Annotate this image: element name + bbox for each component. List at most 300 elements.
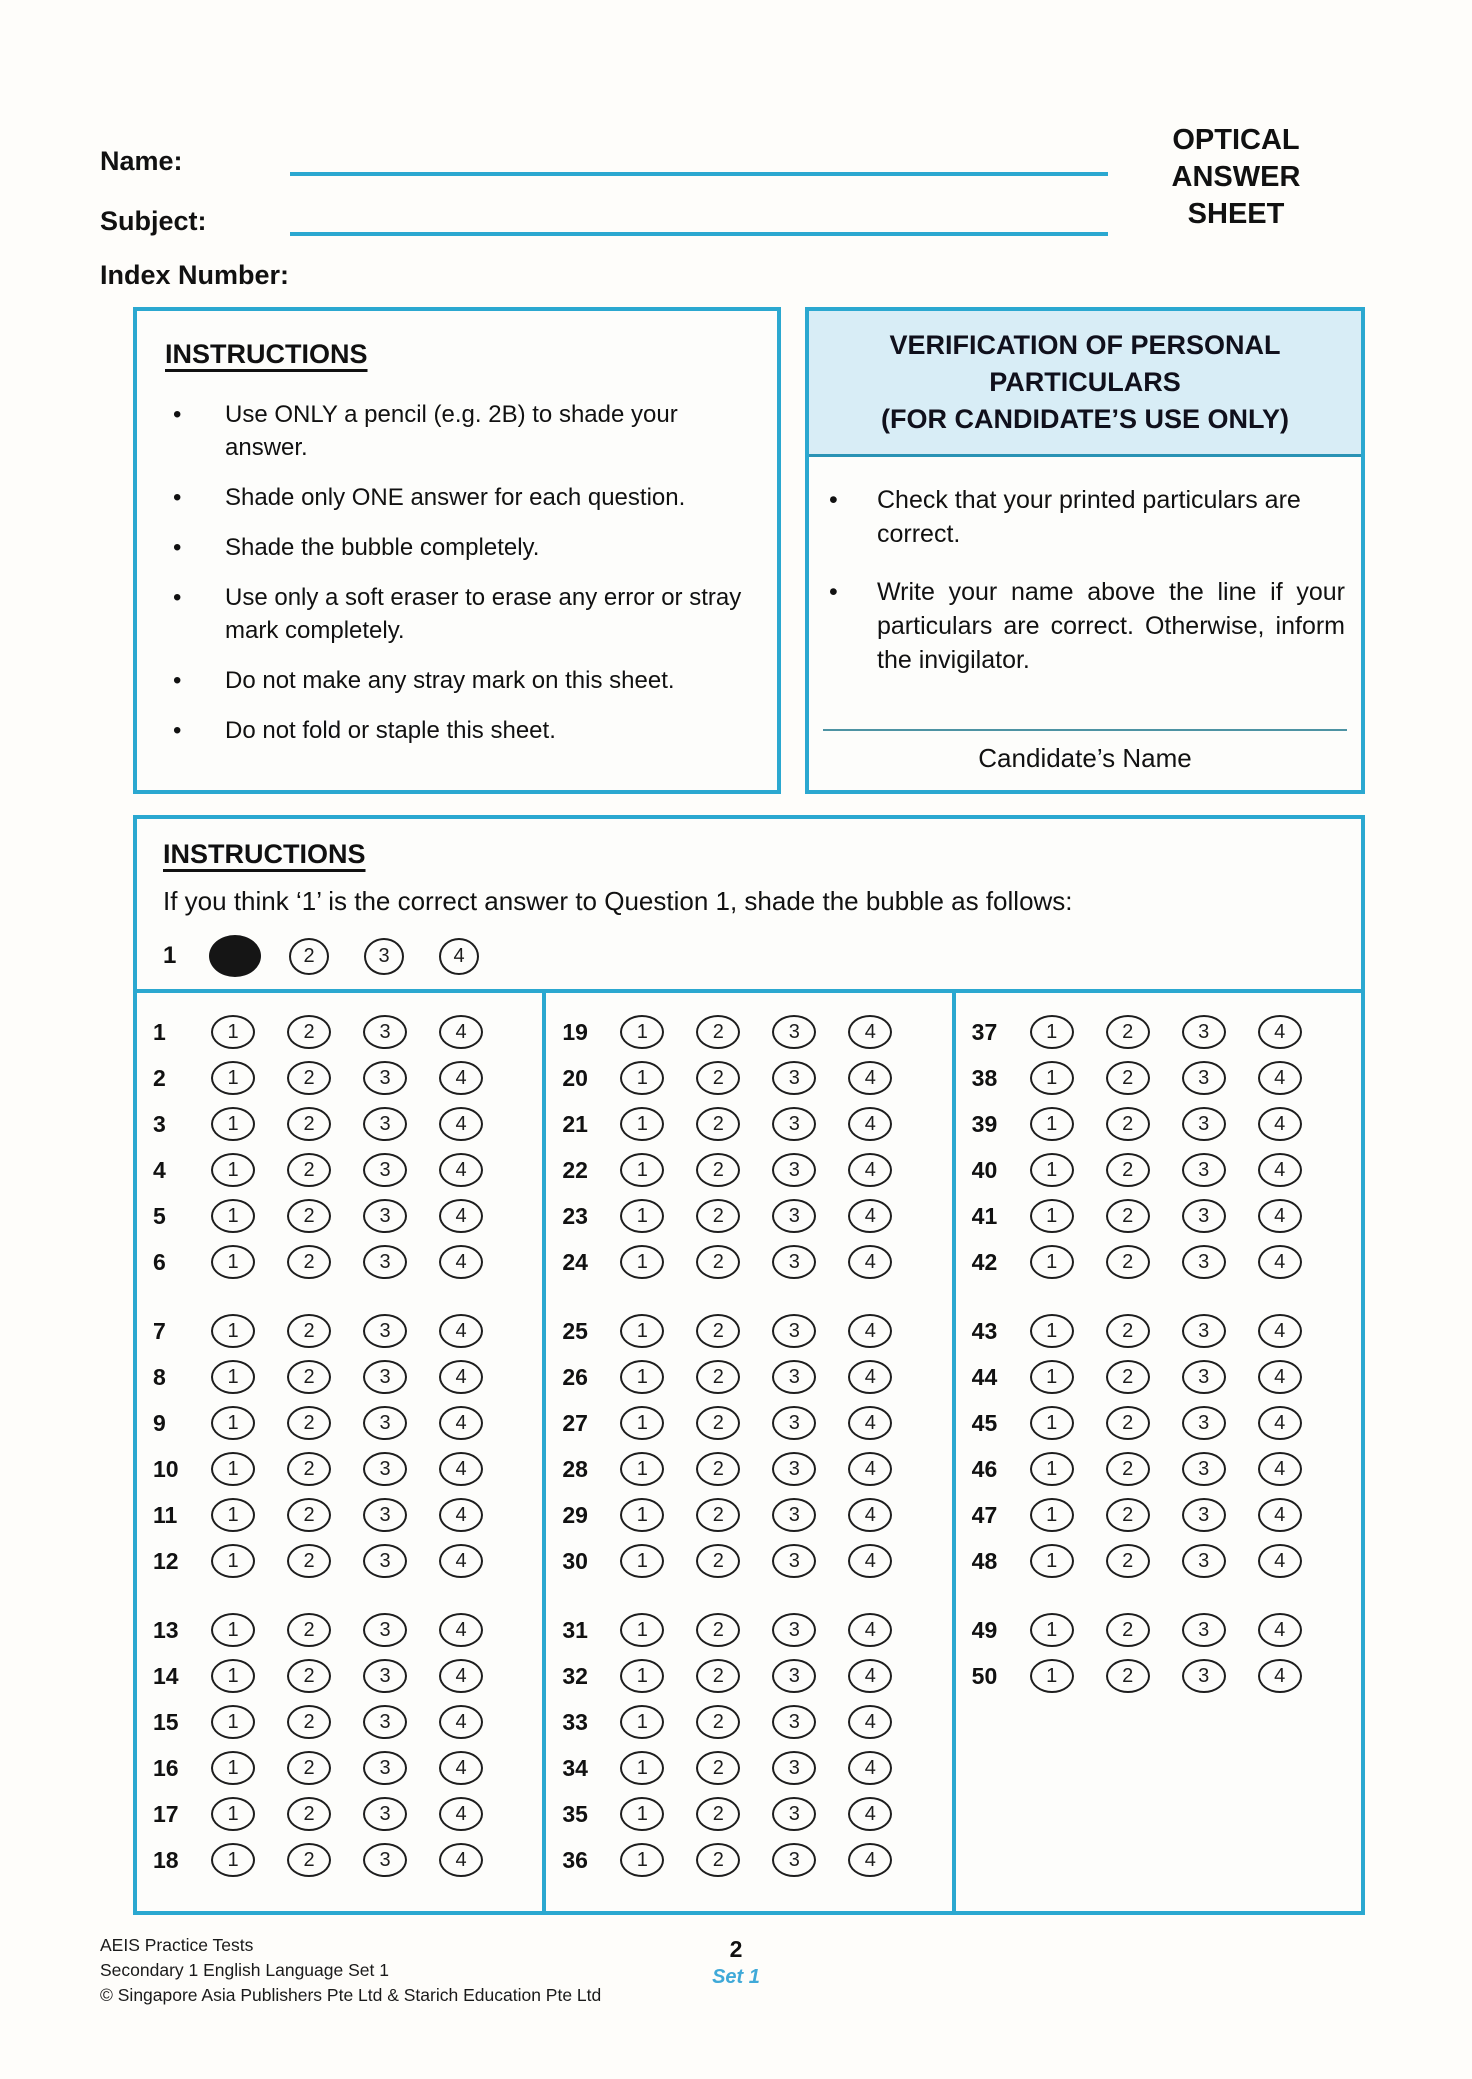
answer-bubble-q4-option-3[interactable]: 3 bbox=[363, 1153, 407, 1187]
answer-bubble-q40-option-3[interactable]: 3 bbox=[1182, 1153, 1226, 1187]
bubble-set bbox=[1030, 1360, 1302, 1394]
bullet-icon: • bbox=[173, 667, 182, 694]
answer-bubble-q33-option-1[interactable]: 1 bbox=[620, 1705, 664, 1739]
answer-row-q45 bbox=[972, 1400, 1361, 1446]
answer-bubble-q36-option-3[interactable]: 3 bbox=[772, 1843, 816, 1877]
question-number: 1 bbox=[153, 1018, 166, 1045]
answer-bubble-q34-option-1[interactable]: 1 bbox=[620, 1751, 664, 1785]
answer-bubble-q41-option-3[interactable]: 3 bbox=[1182, 1199, 1226, 1233]
answer-bubble-q2-option-3[interactable]: 3 bbox=[363, 1061, 407, 1095]
answer-bubble-q27-option-3[interactable]: 3 bbox=[772, 1406, 816, 1440]
answer-bubble-q4-option-2[interactable]: 2 bbox=[287, 1153, 331, 1187]
answer-bubble-q38-option-2[interactable]: 2 bbox=[1106, 1061, 1150, 1095]
answer-bubble-q45-option-4[interactable]: 4 bbox=[1258, 1406, 1302, 1440]
answer-bubble-q26-option-3[interactable]: 3 bbox=[772, 1360, 816, 1394]
question-number: 14 bbox=[153, 1662, 179, 1689]
answer-bubble-q21-option-2[interactable]: 2 bbox=[696, 1107, 740, 1141]
bubble-set bbox=[1030, 1613, 1302, 1647]
answer-bubble-q21-option-1[interactable]: 1 bbox=[620, 1107, 664, 1141]
answer-bubble-q29-option-2[interactable]: 2 bbox=[696, 1498, 740, 1532]
answer-bubble-q46-option-3[interactable]: 3 bbox=[1182, 1452, 1226, 1486]
answer-bubble-q9-option-1[interactable]: 1 bbox=[211, 1406, 255, 1440]
answer-bubble-q29-option-1[interactable]: 1 bbox=[620, 1498, 664, 1532]
question-number: 29 bbox=[562, 1501, 588, 1528]
answer-row-q41 bbox=[972, 1193, 1361, 1239]
answer-bubble-q50-option-1[interactable]: 1 bbox=[1030, 1659, 1074, 1693]
answer-bubble-q19-option-4[interactable]: 4 bbox=[848, 1015, 892, 1049]
answer-bubble-q5-option-1[interactable]: 1 bbox=[211, 1199, 255, 1233]
question-number: 39 bbox=[971, 1110, 998, 1137]
answer-bubble-q10-option-2[interactable]: 2 bbox=[287, 1452, 331, 1486]
answer-bubble-q23-option-3[interactable]: 3 bbox=[772, 1199, 816, 1233]
answer-bubble-q34-option-2[interactable]: 2 bbox=[696, 1751, 740, 1785]
answer-bubble-q27-option-1[interactable]: 1 bbox=[620, 1406, 664, 1440]
answer-bubble-q39-option-2[interactable]: 2 bbox=[1106, 1107, 1150, 1141]
answer-bubble-q23-option-4[interactable]: 4 bbox=[848, 1199, 892, 1233]
bubble-set bbox=[620, 1544, 892, 1578]
answer-bubble-q35-option-2[interactable]: 2 bbox=[696, 1797, 740, 1831]
answer-bubble-q30-option-3[interactable]: 3 bbox=[772, 1544, 816, 1578]
answer-bubble-q5-option-3[interactable]: 3 bbox=[363, 1199, 407, 1233]
answer-bubble-q8-option-4[interactable]: 4 bbox=[439, 1360, 483, 1394]
bubble-set bbox=[1030, 1061, 1302, 1095]
answer-bubble-q40-option-2[interactable]: 2 bbox=[1106, 1153, 1150, 1187]
answer-row-q15 bbox=[153, 1699, 542, 1745]
answer-bubble-q37-option-1[interactable]: 1 bbox=[1030, 1015, 1074, 1049]
answer-bubble-q39-option-3[interactable]: 3 bbox=[1182, 1107, 1226, 1141]
answer-bubble-q17-option-1[interactable]: 1 bbox=[211, 1797, 255, 1831]
answer-bubble-q32-option-2[interactable]: 2 bbox=[696, 1659, 740, 1693]
answer-bubble-q21-option-4[interactable]: 4 bbox=[848, 1107, 892, 1141]
example-answer-row bbox=[163, 935, 1335, 977]
instruction-item bbox=[165, 581, 749, 647]
question-number: 48 bbox=[971, 1547, 998, 1574]
answer-bubble-q46-option-1[interactable]: 1 bbox=[1030, 1452, 1074, 1486]
answer-bubble-q6-option-1[interactable]: 1 bbox=[211, 1245, 255, 1279]
answer-bubble-q7-option-3[interactable]: 3 bbox=[363, 1314, 407, 1348]
question-number: 9 bbox=[153, 1409, 166, 1436]
answer-bubble-q19-option-2[interactable]: 2 bbox=[696, 1015, 740, 1049]
answer-bubble-q11-option-3[interactable]: 3 bbox=[363, 1498, 407, 1532]
answer-bubble-q40-option-4[interactable]: 4 bbox=[1258, 1153, 1302, 1187]
answer-bubble-q47-option-1[interactable]: 1 bbox=[1030, 1498, 1074, 1532]
answer-bubble-q44-option-2[interactable]: 2 bbox=[1106, 1360, 1150, 1394]
bullet-icon: • bbox=[829, 486, 838, 514]
answer-bubble-q25-option-1[interactable]: 1 bbox=[620, 1314, 664, 1348]
instruction-item bbox=[165, 714, 749, 747]
answer-bubble-q4-option-4[interactable]: 4 bbox=[439, 1153, 483, 1187]
answer-bubble-q45-option-2[interactable]: 2 bbox=[1106, 1406, 1150, 1440]
answer-row-q13 bbox=[153, 1607, 542, 1653]
instruction-text: Shade only ONE answer for each question. bbox=[225, 484, 686, 511]
answer-bubble-q12-option-2[interactable]: 2 bbox=[287, 1544, 331, 1578]
answer-bubble-q33-option-3[interactable]: 3 bbox=[772, 1705, 816, 1739]
question-number: 5 bbox=[153, 1202, 166, 1229]
answer-bubble-q42-option-2[interactable]: 2 bbox=[1106, 1245, 1150, 1279]
answer-bubble-q24-option-1[interactable]: 1 bbox=[620, 1245, 664, 1279]
answer-bubble-q27-option-4[interactable]: 4 bbox=[848, 1406, 892, 1440]
answer-bubble-q44-option-3[interactable]: 3 bbox=[1182, 1360, 1226, 1394]
verification-title-line-3: (FOR CANDIDATE’S USE ONLY) bbox=[880, 404, 1290, 434]
answer-bubble-q47-option-2[interactable]: 2 bbox=[1106, 1498, 1150, 1532]
question-number: 38 bbox=[971, 1064, 998, 1091]
answer-row-q19 bbox=[562, 1009, 951, 1055]
bubble-set bbox=[620, 1245, 892, 1279]
answer-bubble-q7-option-4[interactable]: 4 bbox=[439, 1314, 483, 1348]
bubble-set bbox=[620, 1751, 892, 1785]
answer-bubble-q20-option-4[interactable]: 4 bbox=[848, 1061, 892, 1095]
answer-bubble-q2-option-2[interactable]: 2 bbox=[287, 1061, 331, 1095]
answer-bubble-q25-option-3[interactable]: 3 bbox=[772, 1314, 816, 1348]
answer-bubble-q17-option-2[interactable]: 2 bbox=[287, 1797, 331, 1831]
answer-bubble-q6-option-4[interactable]: 4 bbox=[439, 1245, 483, 1279]
answer-bubble-q14-option-3[interactable]: 3 bbox=[363, 1659, 407, 1693]
answer-bubble-q24-option-2[interactable]: 2 bbox=[696, 1245, 740, 1279]
answer-bubble-q10-option-3[interactable]: 3 bbox=[363, 1452, 407, 1486]
answer-bubble-q16-option-2[interactable]: 2 bbox=[287, 1751, 331, 1785]
verification-title bbox=[809, 311, 1361, 457]
instruction-item bbox=[165, 664, 749, 697]
answer-row-q23 bbox=[562, 1193, 951, 1239]
answer-bubble-q36-option-2[interactable]: 2 bbox=[696, 1843, 740, 1877]
bubble-set bbox=[620, 1153, 892, 1187]
answer-bubble-q6-option-3[interactable]: 3 bbox=[363, 1245, 407, 1279]
answer-bubble-q18-option-3[interactable]: 3 bbox=[363, 1843, 407, 1877]
answer-bubble-q30-option-2[interactable]: 2 bbox=[696, 1544, 740, 1578]
answer-bubble-q1-option-2[interactable]: 2 bbox=[287, 1015, 331, 1049]
answer-bubble-q49-option-4[interactable]: 4 bbox=[1258, 1613, 1302, 1647]
answer-bubble-q12-option-3[interactable]: 3 bbox=[363, 1544, 407, 1578]
answer-bubble-q8-option-2[interactable]: 2 bbox=[287, 1360, 331, 1394]
question-number: 6 bbox=[153, 1248, 166, 1275]
answer-bubble-q37-option-4[interactable]: 4 bbox=[1258, 1015, 1302, 1049]
bubble-set bbox=[1030, 1659, 1302, 1693]
answer-row-q3 bbox=[153, 1101, 542, 1147]
set-label: Set 1 bbox=[712, 1966, 760, 1988]
answer-bubble-q20-option-2[interactable]: 2 bbox=[696, 1061, 740, 1095]
bubble-set bbox=[620, 1843, 892, 1877]
answer-bubble-q17-option-3[interactable]: 3 bbox=[363, 1797, 407, 1831]
answer-bubble-q24-option-3[interactable]: 3 bbox=[772, 1245, 816, 1279]
answer-bubble-q1-option-3[interactable]: 3 bbox=[363, 1015, 407, 1049]
answer-bubble-q41-option-1[interactable]: 1 bbox=[1030, 1199, 1074, 1233]
answer-bubble-q39-option-1[interactable]: 1 bbox=[1030, 1107, 1074, 1141]
answer-bubble-q17-option-4[interactable]: 4 bbox=[439, 1797, 483, 1831]
candidate-name-label: Candidate’s Name bbox=[978, 743, 1192, 773]
answer-bubble-q36-option-1[interactable]: 1 bbox=[620, 1843, 664, 1877]
answer-grid-column-1 bbox=[137, 993, 546, 1911]
answer-bubble-q11-option-1[interactable]: 1 bbox=[211, 1498, 255, 1532]
answer-row-q28 bbox=[562, 1446, 951, 1492]
answer-bubble-q29-option-3[interactable]: 3 bbox=[772, 1498, 816, 1532]
answer-bubble-q34-option-4[interactable]: 4 bbox=[848, 1751, 892, 1785]
verification-body bbox=[809, 457, 1361, 701]
bubble-set bbox=[1030, 1498, 1302, 1532]
bubble-set bbox=[211, 1245, 483, 1279]
answer-bubble-q20-option-1[interactable]: 1 bbox=[620, 1061, 664, 1095]
answer-bubble-q43-option-3[interactable]: 3 bbox=[1182, 1314, 1226, 1348]
answer-bubble-q10-option-1[interactable]: 1 bbox=[211, 1452, 255, 1486]
index-number-label: Index Number: bbox=[100, 260, 290, 290]
sheet-title-line-3: SHEET bbox=[1187, 198, 1285, 230]
answer-bubble-q2-option-1[interactable]: 1 bbox=[211, 1061, 255, 1095]
verification-text: Write your name above the line if your particulars are correct. Otherwise, inform the invigilator. bbox=[877, 578, 1345, 674]
answer-bubble-q50-option-4[interactable]: 4 bbox=[1258, 1659, 1302, 1693]
answer-bubble-q18-option-4[interactable]: 4 bbox=[439, 1843, 483, 1877]
answer-bubble-q41-option-4[interactable]: 4 bbox=[1258, 1199, 1302, 1233]
answer-row-q30 bbox=[562, 1538, 951, 1584]
answer-bubble-q14-option-2[interactable]: 2 bbox=[287, 1659, 331, 1693]
answer-bubble-q32-option-1[interactable]: 1 bbox=[620, 1659, 664, 1693]
answer-bubble-q36-option-4[interactable]: 4 bbox=[848, 1843, 892, 1877]
question-number: 37 bbox=[971, 1018, 998, 1045]
answer-bubble-q9-option-3[interactable]: 3 bbox=[363, 1406, 407, 1440]
answer-bubble-q44-option-1[interactable]: 1 bbox=[1030, 1360, 1074, 1394]
answer-bubble-q14-option-4[interactable]: 4 bbox=[439, 1659, 483, 1693]
answer-bubble-q1-option-4[interactable]: 4 bbox=[439, 1015, 483, 1049]
answer-bubble-q42-option-3[interactable]: 3 bbox=[1182, 1245, 1226, 1279]
question-number: 33 bbox=[562, 1708, 588, 1735]
instructions-box bbox=[133, 307, 781, 794]
answer-bubble-q45-option-1[interactable]: 1 bbox=[1030, 1406, 1074, 1440]
answer-bubble-q4-option-1[interactable]: 1 bbox=[211, 1153, 255, 1187]
answer-bubble-q26-option-2[interactable]: 2 bbox=[696, 1360, 740, 1394]
answer-bubble-q18-option-2[interactable]: 2 bbox=[287, 1843, 331, 1877]
example-instructions bbox=[137, 819, 1361, 989]
answer-bubble-q43-option-1[interactable]: 1 bbox=[1030, 1314, 1074, 1348]
answer-bubble-q49-option-2[interactable]: 2 bbox=[1106, 1613, 1150, 1647]
bubble-set bbox=[211, 1107, 483, 1141]
answer-bubble-q39-option-4[interactable]: 4 bbox=[1258, 1107, 1302, 1141]
answer-bubble-q3-option-1[interactable]: 1 bbox=[211, 1107, 255, 1141]
answer-row-q6 bbox=[153, 1239, 542, 1285]
answer-row-q27 bbox=[562, 1400, 951, 1446]
question-number: 8 bbox=[153, 1363, 166, 1390]
answer-bubble-q37-option-3[interactable]: 3 bbox=[1182, 1015, 1226, 1049]
answer-bubble-q30-option-4[interactable]: 4 bbox=[848, 1544, 892, 1578]
answer-bubble-q31-option-3[interactable]: 3 bbox=[772, 1613, 816, 1647]
question-number: 42 bbox=[971, 1248, 998, 1275]
answer-bubble-q46-option-2[interactable]: 2 bbox=[1106, 1452, 1150, 1486]
answer-bubble-q45-option-3[interactable]: 3 bbox=[1182, 1406, 1226, 1440]
footer-line-3: © Singapore Asia Publishers Pte Ltd & Starich Education Pte Ltd bbox=[100, 1985, 602, 2005]
bubble-set bbox=[620, 1498, 892, 1532]
answer-bubble-q10-option-4[interactable]: 4 bbox=[439, 1452, 483, 1486]
bubble-set bbox=[620, 1061, 892, 1095]
answer-bubble-q11-option-4[interactable]: 4 bbox=[439, 1498, 483, 1532]
answer-row-q10 bbox=[153, 1446, 542, 1492]
answer-bubble-q15-option-2[interactable]: 2 bbox=[287, 1705, 331, 1739]
answer-bubble-q38-option-1[interactable]: 1 bbox=[1030, 1061, 1074, 1095]
question-number: 19 bbox=[562, 1018, 588, 1045]
answer-bubble-q29-option-4[interactable]: 4 bbox=[848, 1498, 892, 1532]
answer-bubble-q47-option-3[interactable]: 3 bbox=[1182, 1498, 1226, 1532]
verification-item bbox=[821, 575, 1345, 677]
footer-page-info bbox=[0, 1936, 1472, 1989]
bubble-set bbox=[1030, 1544, 1302, 1578]
answer-bubble-q16-option-1[interactable]: 1 bbox=[211, 1751, 255, 1785]
answer-bubble-q49-option-3[interactable]: 3 bbox=[1182, 1613, 1226, 1647]
candidate-name-area bbox=[809, 729, 1361, 790]
question-number: 22 bbox=[562, 1156, 588, 1183]
answer-bubble-q22-option-3[interactable]: 3 bbox=[772, 1153, 816, 1187]
instruction-item bbox=[165, 398, 749, 464]
bullet-icon: • bbox=[173, 717, 182, 744]
example-instructions-title: INSTRUCTIONS bbox=[163, 839, 366, 869]
answer-bubble-q38-option-3[interactable]: 3 bbox=[1182, 1061, 1226, 1095]
answer-bubble-q30-option-1[interactable]: 1 bbox=[620, 1544, 664, 1578]
answer-bubble-q12-option-4[interactable]: 4 bbox=[439, 1544, 483, 1578]
answer-bubble-q48-option-2[interactable]: 2 bbox=[1106, 1544, 1150, 1578]
answer-bubble-q25-option-4[interactable]: 4 bbox=[848, 1314, 892, 1348]
answer-bubble-q31-option-2[interactable]: 2 bbox=[696, 1613, 740, 1647]
answer-bubble-q25-option-2[interactable]: 2 bbox=[696, 1314, 740, 1348]
bubble-set bbox=[211, 1452, 483, 1486]
answer-bubble-q38-option-4[interactable]: 4 bbox=[1258, 1061, 1302, 1095]
question-number: 32 bbox=[562, 1662, 588, 1689]
answer-bubble-q37-option-2[interactable]: 2 bbox=[1106, 1015, 1150, 1049]
answer-row-q18 bbox=[153, 1837, 542, 1883]
example-instructions-text: If you think ‘1’ is the correct answer to Question 1, shade the bubble as follows: bbox=[163, 886, 1073, 916]
answer-bubble-q50-option-3[interactable]: 3 bbox=[1182, 1659, 1226, 1693]
answer-bubble-q34-option-3[interactable]: 3 bbox=[772, 1751, 816, 1785]
answer-bubble-q31-option-1[interactable]: 1 bbox=[620, 1613, 664, 1647]
answer-bubble-q50-option-2[interactable]: 2 bbox=[1106, 1659, 1150, 1693]
instruction-text: Shade the bubble completely. bbox=[225, 534, 540, 561]
answer-bubble-q49-option-1[interactable]: 1 bbox=[1030, 1613, 1074, 1647]
answer-bubble-q5-option-4[interactable]: 4 bbox=[439, 1199, 483, 1233]
example-bubble-3: 3 bbox=[364, 938, 404, 975]
answer-bubble-q19-option-3[interactable]: 3 bbox=[772, 1015, 816, 1049]
answer-bubble-q21-option-3[interactable]: 3 bbox=[772, 1107, 816, 1141]
answer-bubble-q20-option-3[interactable]: 3 bbox=[772, 1061, 816, 1095]
bubble-set bbox=[620, 1705, 892, 1739]
answer-bubble-q7-option-2[interactable]: 2 bbox=[287, 1314, 331, 1348]
sheet-title bbox=[1158, 122, 1314, 233]
question-number: 36 bbox=[562, 1846, 588, 1873]
answer-bubble-q8-option-3[interactable]: 3 bbox=[363, 1360, 407, 1394]
answer-bubble-q26-option-1[interactable]: 1 bbox=[620, 1360, 664, 1394]
instruction-text: Do not make any stray mark on this sheet. bbox=[225, 667, 675, 694]
question-number: 44 bbox=[971, 1363, 998, 1390]
answer-row-q40 bbox=[972, 1147, 1361, 1193]
answer-row-q17 bbox=[153, 1791, 542, 1837]
answer-bubble-q44-option-4[interactable]: 4 bbox=[1258, 1360, 1302, 1394]
question-number: 4 bbox=[153, 1156, 166, 1183]
answer-bubble-q3-option-3[interactable]: 3 bbox=[363, 1107, 407, 1141]
name-input-line[interactable] bbox=[290, 172, 1108, 176]
answer-bubble-q13-option-3[interactable]: 3 bbox=[363, 1613, 407, 1647]
answer-bubble-q28-option-3[interactable]: 3 bbox=[772, 1452, 816, 1486]
answer-bubble-q27-option-2[interactable]: 2 bbox=[696, 1406, 740, 1440]
answer-bubble-q2-option-4[interactable]: 4 bbox=[439, 1061, 483, 1095]
answer-bubble-q31-option-4[interactable]: 4 bbox=[848, 1613, 892, 1647]
answer-bubble-q23-option-1[interactable]: 1 bbox=[620, 1199, 664, 1233]
answer-bubble-q35-option-4[interactable]: 4 bbox=[848, 1797, 892, 1831]
answer-bubble-q12-option-1[interactable]: 1 bbox=[211, 1544, 255, 1578]
answer-bubble-q33-option-2[interactable]: 2 bbox=[696, 1705, 740, 1739]
answer-bubble-q41-option-2[interactable]: 2 bbox=[1106, 1199, 1150, 1233]
answer-bubble-q9-option-4[interactable]: 4 bbox=[439, 1406, 483, 1440]
answer-bubble-q42-option-4[interactable]: 4 bbox=[1258, 1245, 1302, 1279]
bubble-set bbox=[211, 1314, 483, 1348]
answer-bubble-q22-option-2[interactable]: 2 bbox=[696, 1153, 740, 1187]
answer-bubble-q32-option-3[interactable]: 3 bbox=[772, 1659, 816, 1693]
bubble-set bbox=[1030, 1406, 1302, 1440]
answer-bubble-q23-option-2[interactable]: 2 bbox=[696, 1199, 740, 1233]
answer-bubble-q28-option-2[interactable]: 2 bbox=[696, 1452, 740, 1486]
answer-bubble-q33-option-4[interactable]: 4 bbox=[848, 1705, 892, 1739]
answer-bubble-q43-option-2[interactable]: 2 bbox=[1106, 1314, 1150, 1348]
candidate-name-input-line[interactable] bbox=[823, 729, 1347, 731]
answer-bubble-q43-option-4[interactable]: 4 bbox=[1258, 1314, 1302, 1348]
answer-bubble-q28-option-4[interactable]: 4 bbox=[848, 1452, 892, 1486]
answer-bubble-q40-option-1[interactable]: 1 bbox=[1030, 1153, 1074, 1187]
question-number: 7 bbox=[153, 1317, 166, 1344]
answer-bubble-q48-option-3[interactable]: 3 bbox=[1182, 1544, 1226, 1578]
answer-bubble-q42-option-1[interactable]: 1 bbox=[1030, 1245, 1074, 1279]
answer-bubble-q35-option-3[interactable]: 3 bbox=[772, 1797, 816, 1831]
answer-bubble-q16-option-4[interactable]: 4 bbox=[439, 1751, 483, 1785]
answer-bubble-q22-option-1[interactable]: 1 bbox=[620, 1153, 664, 1187]
answer-row-q39 bbox=[972, 1101, 1361, 1147]
answer-bubble-q24-option-4[interactable]: 4 bbox=[848, 1245, 892, 1279]
answer-bubble-q48-option-4[interactable]: 4 bbox=[1258, 1544, 1302, 1578]
answer-bubble-q15-option-4[interactable]: 4 bbox=[439, 1705, 483, 1739]
answer-bubble-q46-option-4[interactable]: 4 bbox=[1258, 1452, 1302, 1486]
answer-bubble-q13-option-1[interactable]: 1 bbox=[211, 1613, 255, 1647]
question-number: 15 bbox=[153, 1708, 179, 1735]
answer-bubble-q32-option-4[interactable]: 4 bbox=[848, 1659, 892, 1693]
answer-bubble-q47-option-4[interactable]: 4 bbox=[1258, 1498, 1302, 1532]
bubble-set bbox=[1030, 1199, 1302, 1233]
question-number: 20 bbox=[562, 1064, 588, 1091]
answer-bubble-q18-option-1[interactable]: 1 bbox=[211, 1843, 255, 1877]
answer-bubble-q3-option-4[interactable]: 4 bbox=[439, 1107, 483, 1141]
answer-bubble-q15-option-3[interactable]: 3 bbox=[363, 1705, 407, 1739]
answer-bubble-q26-option-4[interactable]: 4 bbox=[848, 1360, 892, 1394]
bubble-set bbox=[211, 1544, 483, 1578]
answer-bubble-q35-option-1[interactable]: 1 bbox=[620, 1797, 664, 1831]
answer-row-q31 bbox=[562, 1607, 951, 1653]
answer-bubble-q1-option-1[interactable]: 1 bbox=[211, 1015, 255, 1049]
answer-bubble-q9-option-2[interactable]: 2 bbox=[287, 1406, 331, 1440]
question-number: 50 bbox=[971, 1662, 998, 1689]
answer-bubble-q22-option-4[interactable]: 4 bbox=[848, 1153, 892, 1187]
question-number: 47 bbox=[971, 1501, 998, 1528]
answer-bubble-q48-option-1[interactable]: 1 bbox=[1030, 1544, 1074, 1578]
answer-bubble-q5-option-2[interactable]: 2 bbox=[287, 1199, 331, 1233]
answer-bubble-q19-option-1[interactable]: 1 bbox=[620, 1015, 664, 1049]
answer-bubble-q14-option-1[interactable]: 1 bbox=[211, 1659, 255, 1693]
answer-bubble-q7-option-1[interactable]: 1 bbox=[211, 1314, 255, 1348]
question-number: 16 bbox=[153, 1754, 179, 1781]
answer-row-q16 bbox=[153, 1745, 542, 1791]
answer-bubble-q28-option-1[interactable]: 1 bbox=[620, 1452, 664, 1486]
bubble-set bbox=[1030, 1015, 1302, 1049]
subject-input-line[interactable] bbox=[290, 232, 1108, 236]
answer-bubble-q13-option-2[interactable]: 2 bbox=[287, 1613, 331, 1647]
answer-bubble-q3-option-2[interactable]: 2 bbox=[287, 1107, 331, 1141]
answer-bubble-q11-option-2[interactable]: 2 bbox=[287, 1498, 331, 1532]
instruction-text: Do not fold or staple this sheet. bbox=[225, 717, 556, 744]
answer-bubble-q16-option-3[interactable]: 3 bbox=[363, 1751, 407, 1785]
answer-bubble-q13-option-4[interactable]: 4 bbox=[439, 1613, 483, 1647]
answer-bubble-q6-option-2[interactable]: 2 bbox=[287, 1245, 331, 1279]
answer-bubble-q15-option-1[interactable]: 1 bbox=[211, 1705, 255, 1739]
answer-bubble-q8-option-1[interactable]: 1 bbox=[211, 1360, 255, 1394]
subject-label: Subject: bbox=[100, 206, 207, 236]
